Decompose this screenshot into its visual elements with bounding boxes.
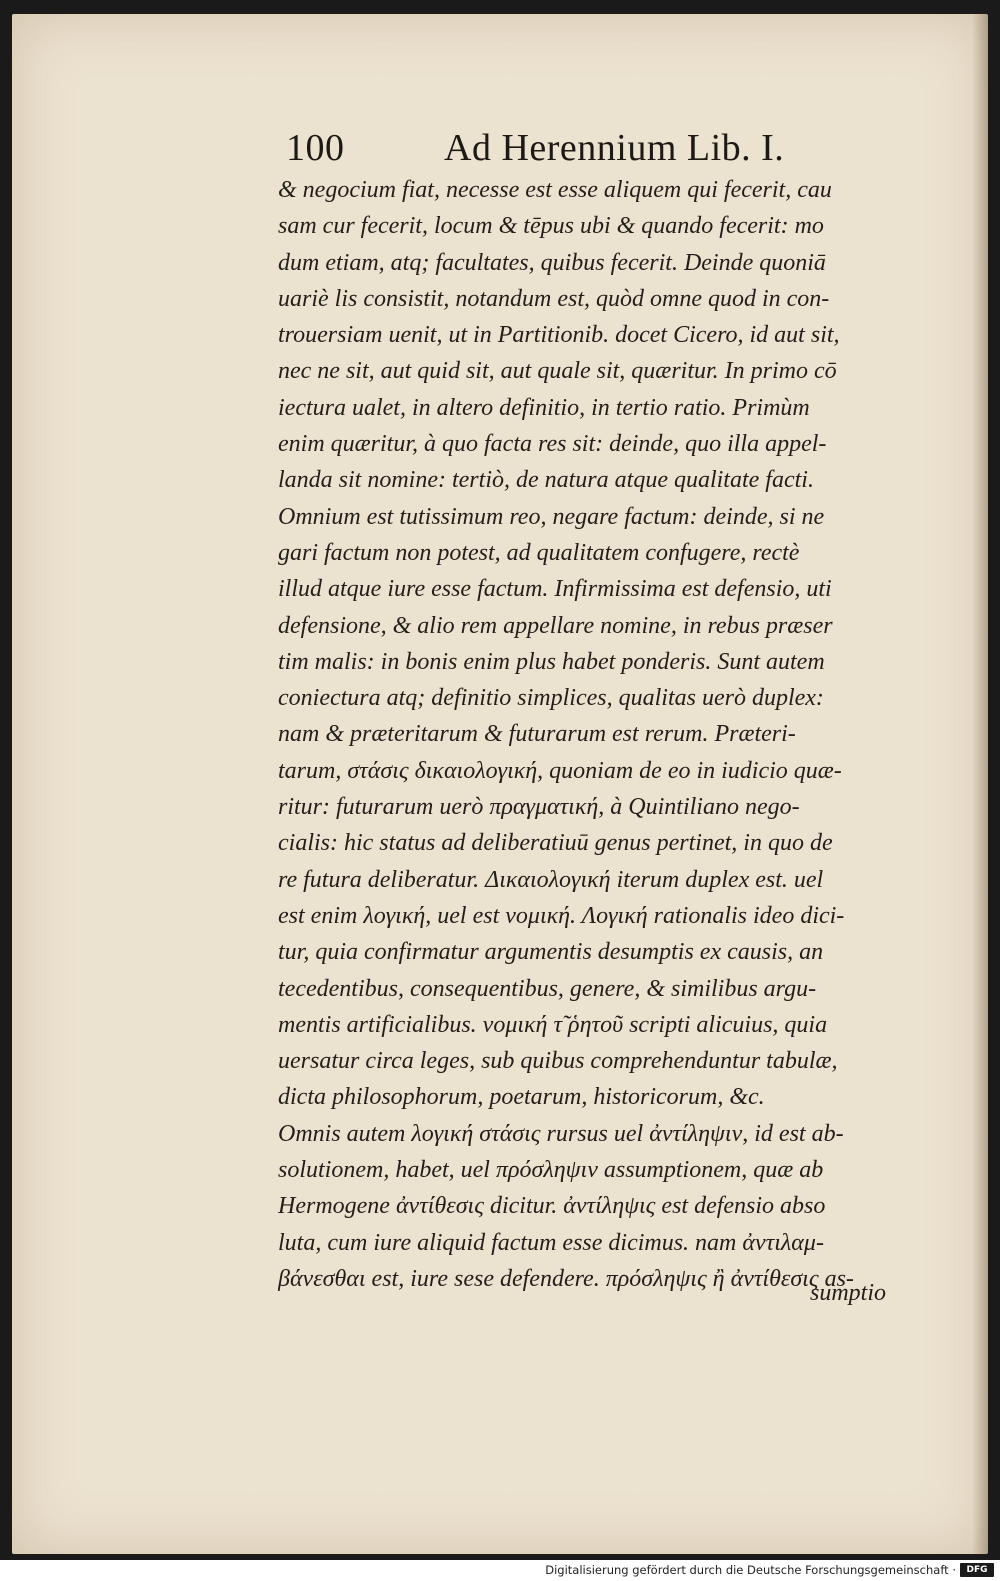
body-text (278, 172, 926, 1297)
text-line: Omnium est tutissimum reo, negare factum: deinde, si ne (278, 503, 825, 530)
text-line: gari factum non potest, ad qualitatem confugere, rectè (278, 539, 800, 566)
text-line: tarum, στάσις δικαιολογική, quoniam de eo in iudicio quæ- (278, 757, 842, 784)
text-line: sam cur fecerit, locum & tēpus ubi & quando fecerit: mo (278, 213, 824, 240)
text-line: defensione, & alio rem appellare nomine, in rebus præser (278, 612, 833, 639)
text-line: landa sit nomine: tertiò, de natura atque qualitate facti. (278, 467, 814, 494)
text-line: tur, quia confirmatur argumentis desumptis ex causis, an (278, 939, 824, 966)
running-title: Ad Herennium Lib. I. (444, 127, 785, 169)
catchword: sumptio (810, 1280, 887, 1306)
text-line: coniectura atq; definitio simplices, qualitas uerò duplex: (278, 685, 824, 712)
text-line: βάνεσθαι est, iure sese defendere. πρόσληψις ἢ ἀντίθεσις as- (278, 1265, 854, 1292)
page-header (272, 120, 932, 176)
text-line: re futura deliberatur. Δικαιολογική iterum duplex est. uel (278, 866, 824, 893)
text-line: solutionem, habet, uel πρόσληψιν assumptionem, quæ ab (278, 1157, 824, 1184)
text-line: Omnis autem λογική στάσις rursus uel ἀντίληψιν, id est ab- (278, 1120, 844, 1147)
text-line: tecedentibus, consequentibus, genere, & similibus argu- (278, 975, 817, 1002)
footer-bar (0, 1560, 1000, 1581)
text-line: ritur: futurarum uerò πραγματική, à Quintiliano nego- (278, 794, 800, 821)
text-line: illud atque iure esse factum. Infirmissima est defensio, uti (278, 576, 832, 603)
dfg-logo-icon: DFG (960, 1563, 994, 1577)
text-line: cialis: hic status ad deliberatiuū genus pertinet, in quo de (278, 830, 833, 857)
text-line: Hermogene ἀντίθεσις dicitur. ἀντίληψις est defensio abso (278, 1193, 826, 1220)
text-line: iectura ualet, in altero definitio, in tertio ratio. Primùm (278, 394, 810, 421)
text-line: uersatur circa leges, sub quibus comprehenduntur tabulæ, (278, 1048, 838, 1075)
text-line: & negocium fiat, necesse est esse aliquem qui fecerit, cau (278, 177, 832, 203)
text-line: uariè lis consistit, notandum est, quòd omne quod in con- (278, 285, 830, 312)
funding-credit: Digitalisierung gefördert durch die Deutsche Forschungsgemeinschaft · (545, 1563, 956, 1577)
text-line: trouersiam uenit, ut in Partitionib. docet Cicero, id aut sit, (278, 322, 840, 349)
text-line: dicta philosophorum, poetarum, historicorum, &c. (278, 1084, 765, 1111)
text-line: tim malis: in bonis enim plus habet ponderis. Sunt autem (278, 648, 825, 675)
page-spine-shadow (972, 14, 988, 1554)
text-line: nam & præteritarum & futurarum est rerum. Præteri- (278, 721, 796, 748)
text-line: nec ne sit, aut quid sit, aut quale sit, quæritur. In primo cō (278, 358, 837, 385)
text-line: enim quæritur, à quo facta res sit: deinde, quo illa appel- (278, 431, 827, 458)
text-line: mentis artificialibus. νομική τ̃ ῥητοῦ scripti alicuius, quia (278, 1011, 828, 1038)
text-line: est enim λογική, uel est νομική. Λογική rationalis ideo dici- (278, 902, 845, 929)
text-line: luta, cum iure aliquid factum esse dicimus. nam ἀντιλαμ- (278, 1229, 824, 1256)
page-number: 100 (286, 127, 345, 169)
text-line: dum etiam, atq; facultates, quibus fecerit. Deinde quoniā (278, 249, 826, 276)
